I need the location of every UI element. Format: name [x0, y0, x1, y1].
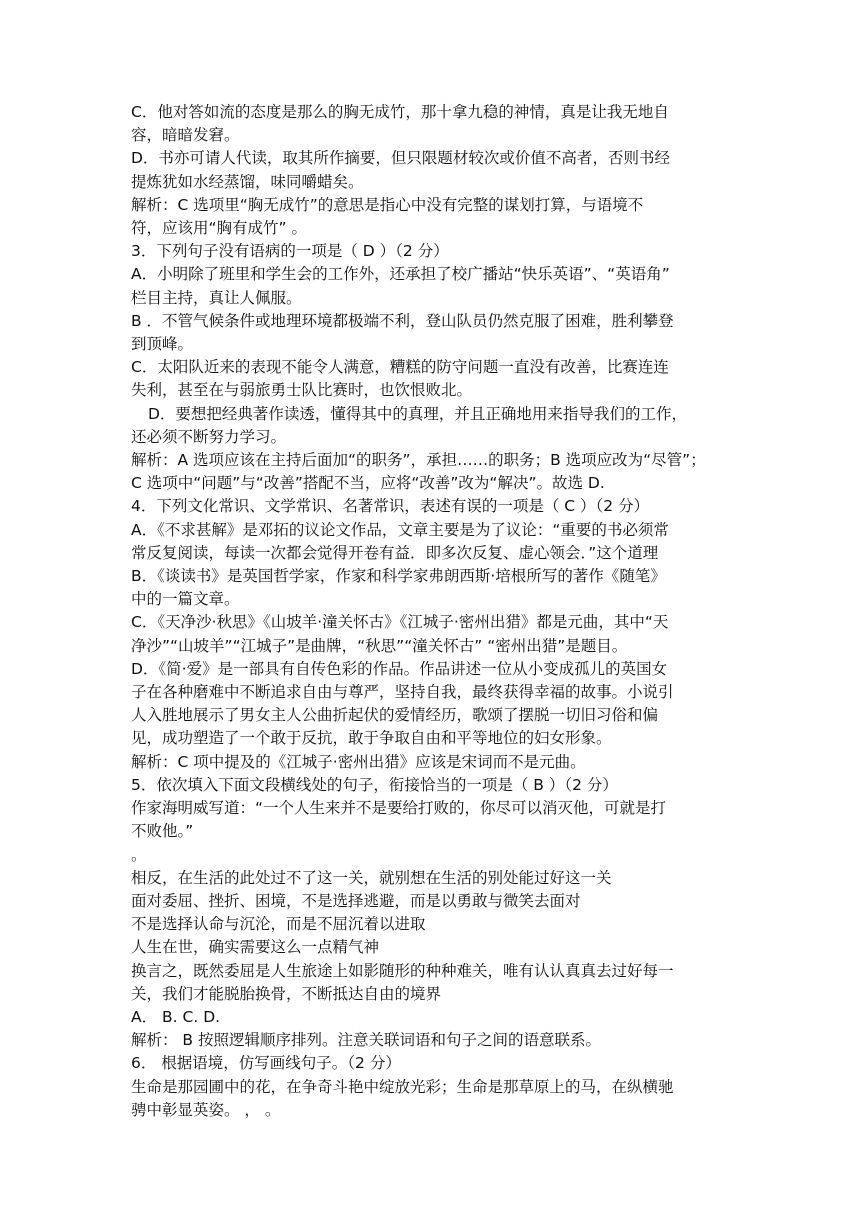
text-line: C．《天净沙·秋思》《山坡羊·潼关怀古》《江城子·密州出猎》都是元曲，其中“天 [131, 613, 669, 632]
text-line: 不是选择认命与沉沦，而是不屈沉着以进取 [131, 915, 426, 934]
text-line: B ．不管气候条件或地理环境都极端不利，登山队员仍然克服了困难，胜利攀登 [131, 311, 674, 330]
text-line: 还必须不断努力学习。 [131, 427, 287, 446]
text-line: B．《谈读书》是英国哲学家，作家和科学家弗朗西斯·培根所写的著作《随笔》 [131, 567, 666, 586]
text-line: A． B. C. D. [131, 1007, 221, 1026]
text-line: 关，我们才能脱胎换骨，不断抵达自由的境界 [131, 984, 442, 1003]
text-line: A．《不求甚解》是邓拓的议论文作品，文章主要是为了议论：“重要的书必须常 [131, 520, 669, 539]
text-line: D．要想把经典著作读透，懂得其中的真理，并且正确地用来指导我们的工作， [148, 404, 687, 423]
text-line: 面对委屈、挫折、困境，不是选择逃避，而是以勇敢与微笑去面对 [131, 891, 581, 910]
text-line: 失利，甚至在与弱旅勇士队比赛时，也饮恨败北。 [131, 381, 473, 400]
text-line: 。 [131, 845, 147, 864]
text-line: 子在各种磨难中不断追求自由与尊严，坚持自我，最终获得幸福的故事。小说引 [131, 683, 674, 702]
text-line: 相反，在生活的此处过不了这一关，就别想在生活的别处能过好这一关 [131, 868, 612, 887]
text-line: 作家海明威写道：“一个人生来并不是要给打败的，你尽可以消灭他，可就是打 [131, 799, 667, 818]
text-line: 栏目主持，真让人佩服。 [131, 288, 302, 307]
text-line: C 选项中“问题”与“改善”搭配不当，应将“改善”改为“解决”。故选 D. [131, 474, 605, 493]
text-line: D．书亦可请人代读，取其所作摘要，但只限题材较次或价值不高者，否则书经 [131, 149, 670, 168]
text-line: 人生在世，确实需要这么一点精气神 [131, 938, 380, 957]
text-line: 不败他。” [131, 822, 194, 841]
text-line: 净沙”“山坡羊”“江城子”是曲牌，“秋思”“潼关怀古” “密州出猎”是题目。 [131, 636, 628, 655]
text-line: 解析：A 选项应该在主持后面加“的职务”，承担……的职务；B 选项应改为“尽管”； [131, 451, 706, 470]
text-line: 生命是那园圃中的花，在争奇斗艳中绽放光彩；生命是那草原上的马，在纵横驰 [131, 1077, 674, 1096]
question-heading: 4．下列文化常识、文学常识、名著常识，表述有误的一项是（ C ）（2 分） [131, 497, 650, 516]
question-heading: 5．依次填入下面文段横线处的句子，衔接恰当的一项是（ B ）（2 分） [131, 775, 618, 794]
text-line: 到顶峰。 [131, 335, 194, 354]
text-line: D．《简·爱》是一部具有自传色彩的作品。作品讲述一位从小变成孤儿的英国女 [131, 659, 668, 678]
text-line: 提炼犹如水经蒸馏，味同嚼蜡矣。 [131, 172, 364, 191]
text-line: 符，应该用“胸有成竹” 。 [131, 219, 307, 238]
question-heading: 3．下列句子没有语病的一项是（ D ）（2 分） [131, 242, 449, 261]
text-line: 解析： B 按照逻辑顺序排列。注意关联词语和句子之间的语意联系。 [131, 1031, 601, 1050]
text-line: 骋中彰显英姿。 ， 。 [131, 1100, 281, 1119]
text-line: 容，暗暗发窘。 [131, 126, 240, 145]
text-line: 解析：C 项中提及的《江城子·密州出猎》应该是宋词而不是元曲。 [131, 752, 586, 771]
text-line: C．太阳队近来的表现不能令人满意，糟糕的防守问题一直没有改善，比赛连连 [131, 358, 669, 377]
document-page [131, 101, 739, 1122]
text-line: 换言之，既然委屈是人生旅途上如影随形的种种难关，唯有认认真真去过好每一 [131, 961, 674, 980]
question-heading: 6． 根据语境，仿写画线句子。（2 分） [131, 1054, 401, 1073]
text-line: 解析：C 选项里“胸无成竹”的意思是指心中没有完整的谋划打算，与语境不 [131, 195, 644, 214]
text-line: 人入胜地展示了男女主人公曲折起伏的爱情经历，歌颂了摆脱一切旧习俗和偏 [131, 706, 659, 725]
text-line: C．他对答如流的态度是那么的胸无成竹，那十拿九稳的神情，真是让我无地自 [131, 103, 669, 121]
text-line: 中的一篇文章。 [131, 590, 240, 609]
text-line: A．小明除了班里和学生会的工作外，还承担了校广播站“快乐英语”、“英语角” [131, 265, 670, 284]
text-line: 见，成功塑造了一个敢于反抗，敢于争取自由和平等地位的妇女形象。 [131, 729, 612, 748]
text-line: 常反复阅读，每读一次都会觉得开卷有益．即多次反复、虚心领会．”这个道理 [131, 543, 659, 562]
